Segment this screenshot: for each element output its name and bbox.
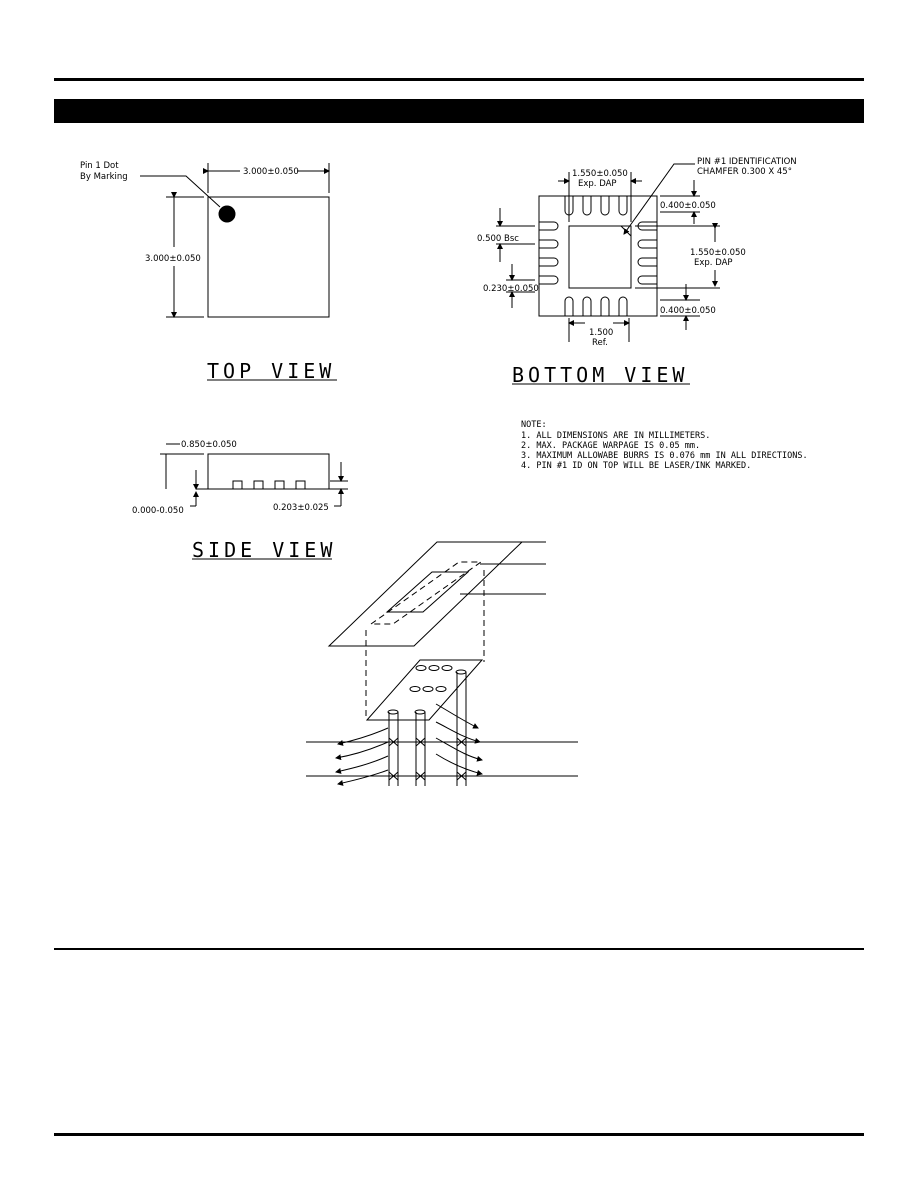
lead-length-bottom-dimension: 0.400±0.050 xyxy=(660,306,716,316)
dap-width-dimension: 1.550±0.050 xyxy=(572,169,628,179)
pitch-dimension: 0.500 Bsc xyxy=(477,234,519,244)
side-lead xyxy=(296,481,305,489)
lead-pad xyxy=(638,240,657,248)
pin1-id-label-2: CHAMFER 0.300 X 45° xyxy=(697,167,792,177)
dap-height-label: Exp. DAP xyxy=(694,258,733,268)
bottom-view-title: BOTTOM VIEW xyxy=(512,363,689,387)
top-height-dimension: 3.000±0.050 xyxy=(145,254,201,264)
note-item: 3. MAXIMUM ALLOWABE BURRS IS 0.076 mm IN ALL DIRECTIONS. xyxy=(521,451,808,461)
lead-pad xyxy=(638,258,657,266)
lead-pad xyxy=(583,196,591,215)
side-view-title: SIDE VIEW xyxy=(192,538,337,562)
side-view-package-outline xyxy=(208,454,329,489)
lead-pad xyxy=(583,297,591,316)
lead-pad xyxy=(565,297,573,316)
top-view xyxy=(140,163,329,317)
bottom-view-package-outline xyxy=(539,196,657,316)
stencil-pcb-isometric xyxy=(306,542,578,786)
pin1-dot-label-1: Pin 1 Dot xyxy=(80,161,119,171)
note-item: 2. MAX. PACKAGE WARPAGE IS 0.05 mm. xyxy=(521,441,701,451)
side-lead xyxy=(254,481,263,489)
pin1-id-label-1: PIN #1 IDENTIFICATION xyxy=(697,157,797,167)
ref-dimension: 1.500 xyxy=(589,328,614,338)
note-item: 1. ALL DIMENSIONS ARE IN MILLIMETERS. xyxy=(521,431,711,441)
lead-pad xyxy=(601,196,609,215)
top-view-title: TOP VIEW xyxy=(207,359,336,383)
notes-heading: NOTE: xyxy=(521,420,547,430)
pin1-dot-label-2: By Marking xyxy=(80,172,128,182)
lead-pad xyxy=(601,297,609,316)
side-lead-thickness-dimension: 0.203±0.025 xyxy=(273,503,329,513)
side-height-dimension: 0.850±0.050 xyxy=(181,440,237,450)
side-lead xyxy=(275,481,284,489)
lead-length-top-dimension: 0.400±0.050 xyxy=(660,201,716,211)
lead-pad xyxy=(619,196,627,215)
lead-pad xyxy=(619,297,627,316)
lead-pad xyxy=(539,276,558,284)
lead-pad xyxy=(539,240,558,248)
top-width-dimension: 3.000±0.050 xyxy=(243,167,299,177)
lead-pad xyxy=(539,222,558,230)
side-lead xyxy=(233,481,242,489)
dap-width-label: Exp. DAP xyxy=(578,179,617,189)
side-standoff-dimension: 0.000-0.050 xyxy=(132,506,184,516)
exposed-dap xyxy=(569,226,631,288)
side-view xyxy=(160,444,348,506)
pin1-dot-marker xyxy=(219,206,235,222)
stencil-aperture-outline xyxy=(371,562,481,624)
note-item: 4. PIN #1 ID ON TOP WILL BE LASER/INK MARKED. xyxy=(521,461,752,471)
lead-pad xyxy=(539,258,558,266)
ref-label: Ref. xyxy=(592,338,608,348)
lead-pad xyxy=(638,276,657,284)
dap-height-dimension: 1.550±0.050 xyxy=(690,248,746,258)
lead-width-dimension: 0.230±0.050 xyxy=(483,284,539,294)
